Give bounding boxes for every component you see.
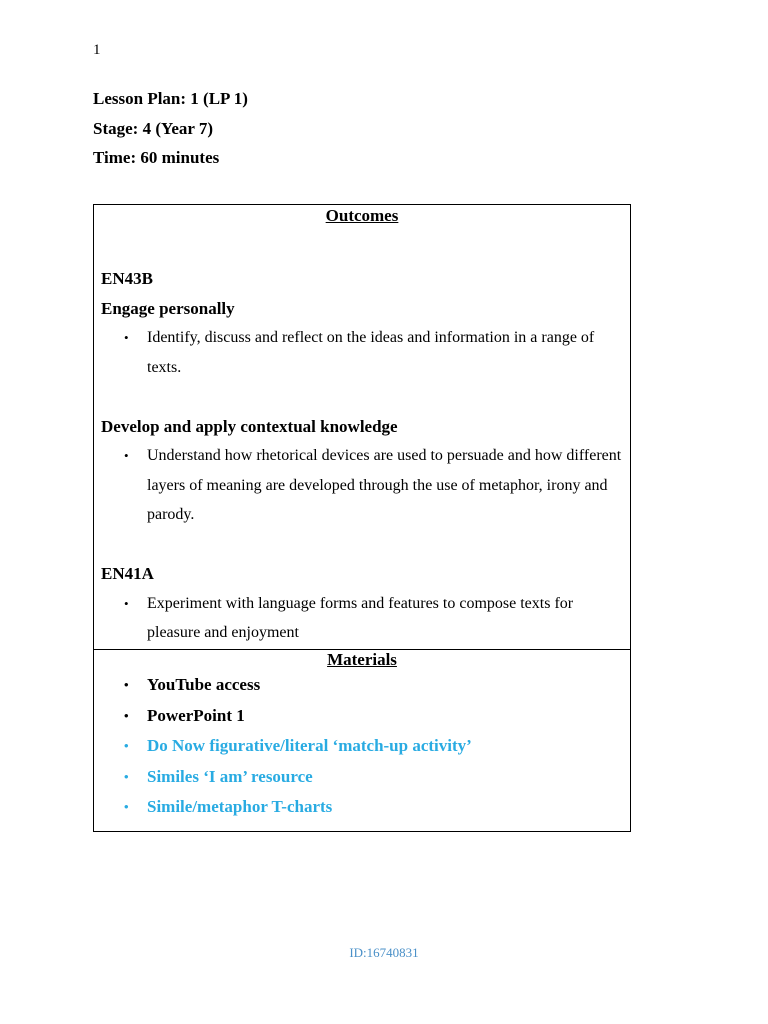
bullet-icon: •: [124, 448, 129, 463]
materials-box: [93, 649, 631, 832]
time-label: Time: 60 minutes: [93, 148, 220, 167]
bullet-icon: •: [124, 707, 129, 723]
list-item: • PowerPoint 1: [101, 701, 620, 732]
page-number: 1: [93, 42, 101, 58]
list-item: • Understand how rhetorical devices are used to persuade and how different layers of meaning are developed through the use of metaphor, irony and parody.: [101, 441, 625, 530]
contextual-knowledge-heading: Develop and apply contextual knowledge: [101, 416, 398, 436]
bullet-icon: •: [124, 677, 129, 692]
list-item: • YouTube access: [101, 670, 620, 701]
document-id: ID:16740831: [349, 945, 419, 960]
outcomes-box: [93, 204, 631, 650]
engage-personally-heading: Engage personally: [101, 298, 235, 318]
bullet-icon: •: [124, 595, 129, 611]
bullet-icon: •: [124, 799, 129, 814]
list-item: • Do Now figurative/literal ‘match-up activity’: [101, 731, 620, 762]
outcomes-title: Outcomes: [325, 206, 399, 225]
list-item: • Experiment with language forms and features to compose texts for pleasure and enjoyment: [101, 589, 617, 648]
materials-title: Materials: [327, 650, 397, 669]
bullet-icon: •: [124, 738, 129, 753]
lesson-header: [93, 84, 248, 173]
bullet-icon: •: [124, 768, 129, 784]
bullet-icon: •: [124, 330, 129, 345]
outcome-code-en41a: EN41A: [101, 564, 154, 583]
stage-label: Stage: 4 (Year 7): [93, 118, 214, 138]
list-item: • Identify, discuss and reflect on the ideas and information in a range of texts.: [101, 323, 595, 382]
list-item: • Similes ‘I am’ resource: [101, 762, 620, 793]
list-item: • Simile/metaphor T-charts: [101, 792, 620, 823]
lesson-plan-title: Lesson Plan: 1 (LP 1): [93, 89, 248, 108]
outcome-code-en43b: EN43B: [101, 269, 153, 288]
